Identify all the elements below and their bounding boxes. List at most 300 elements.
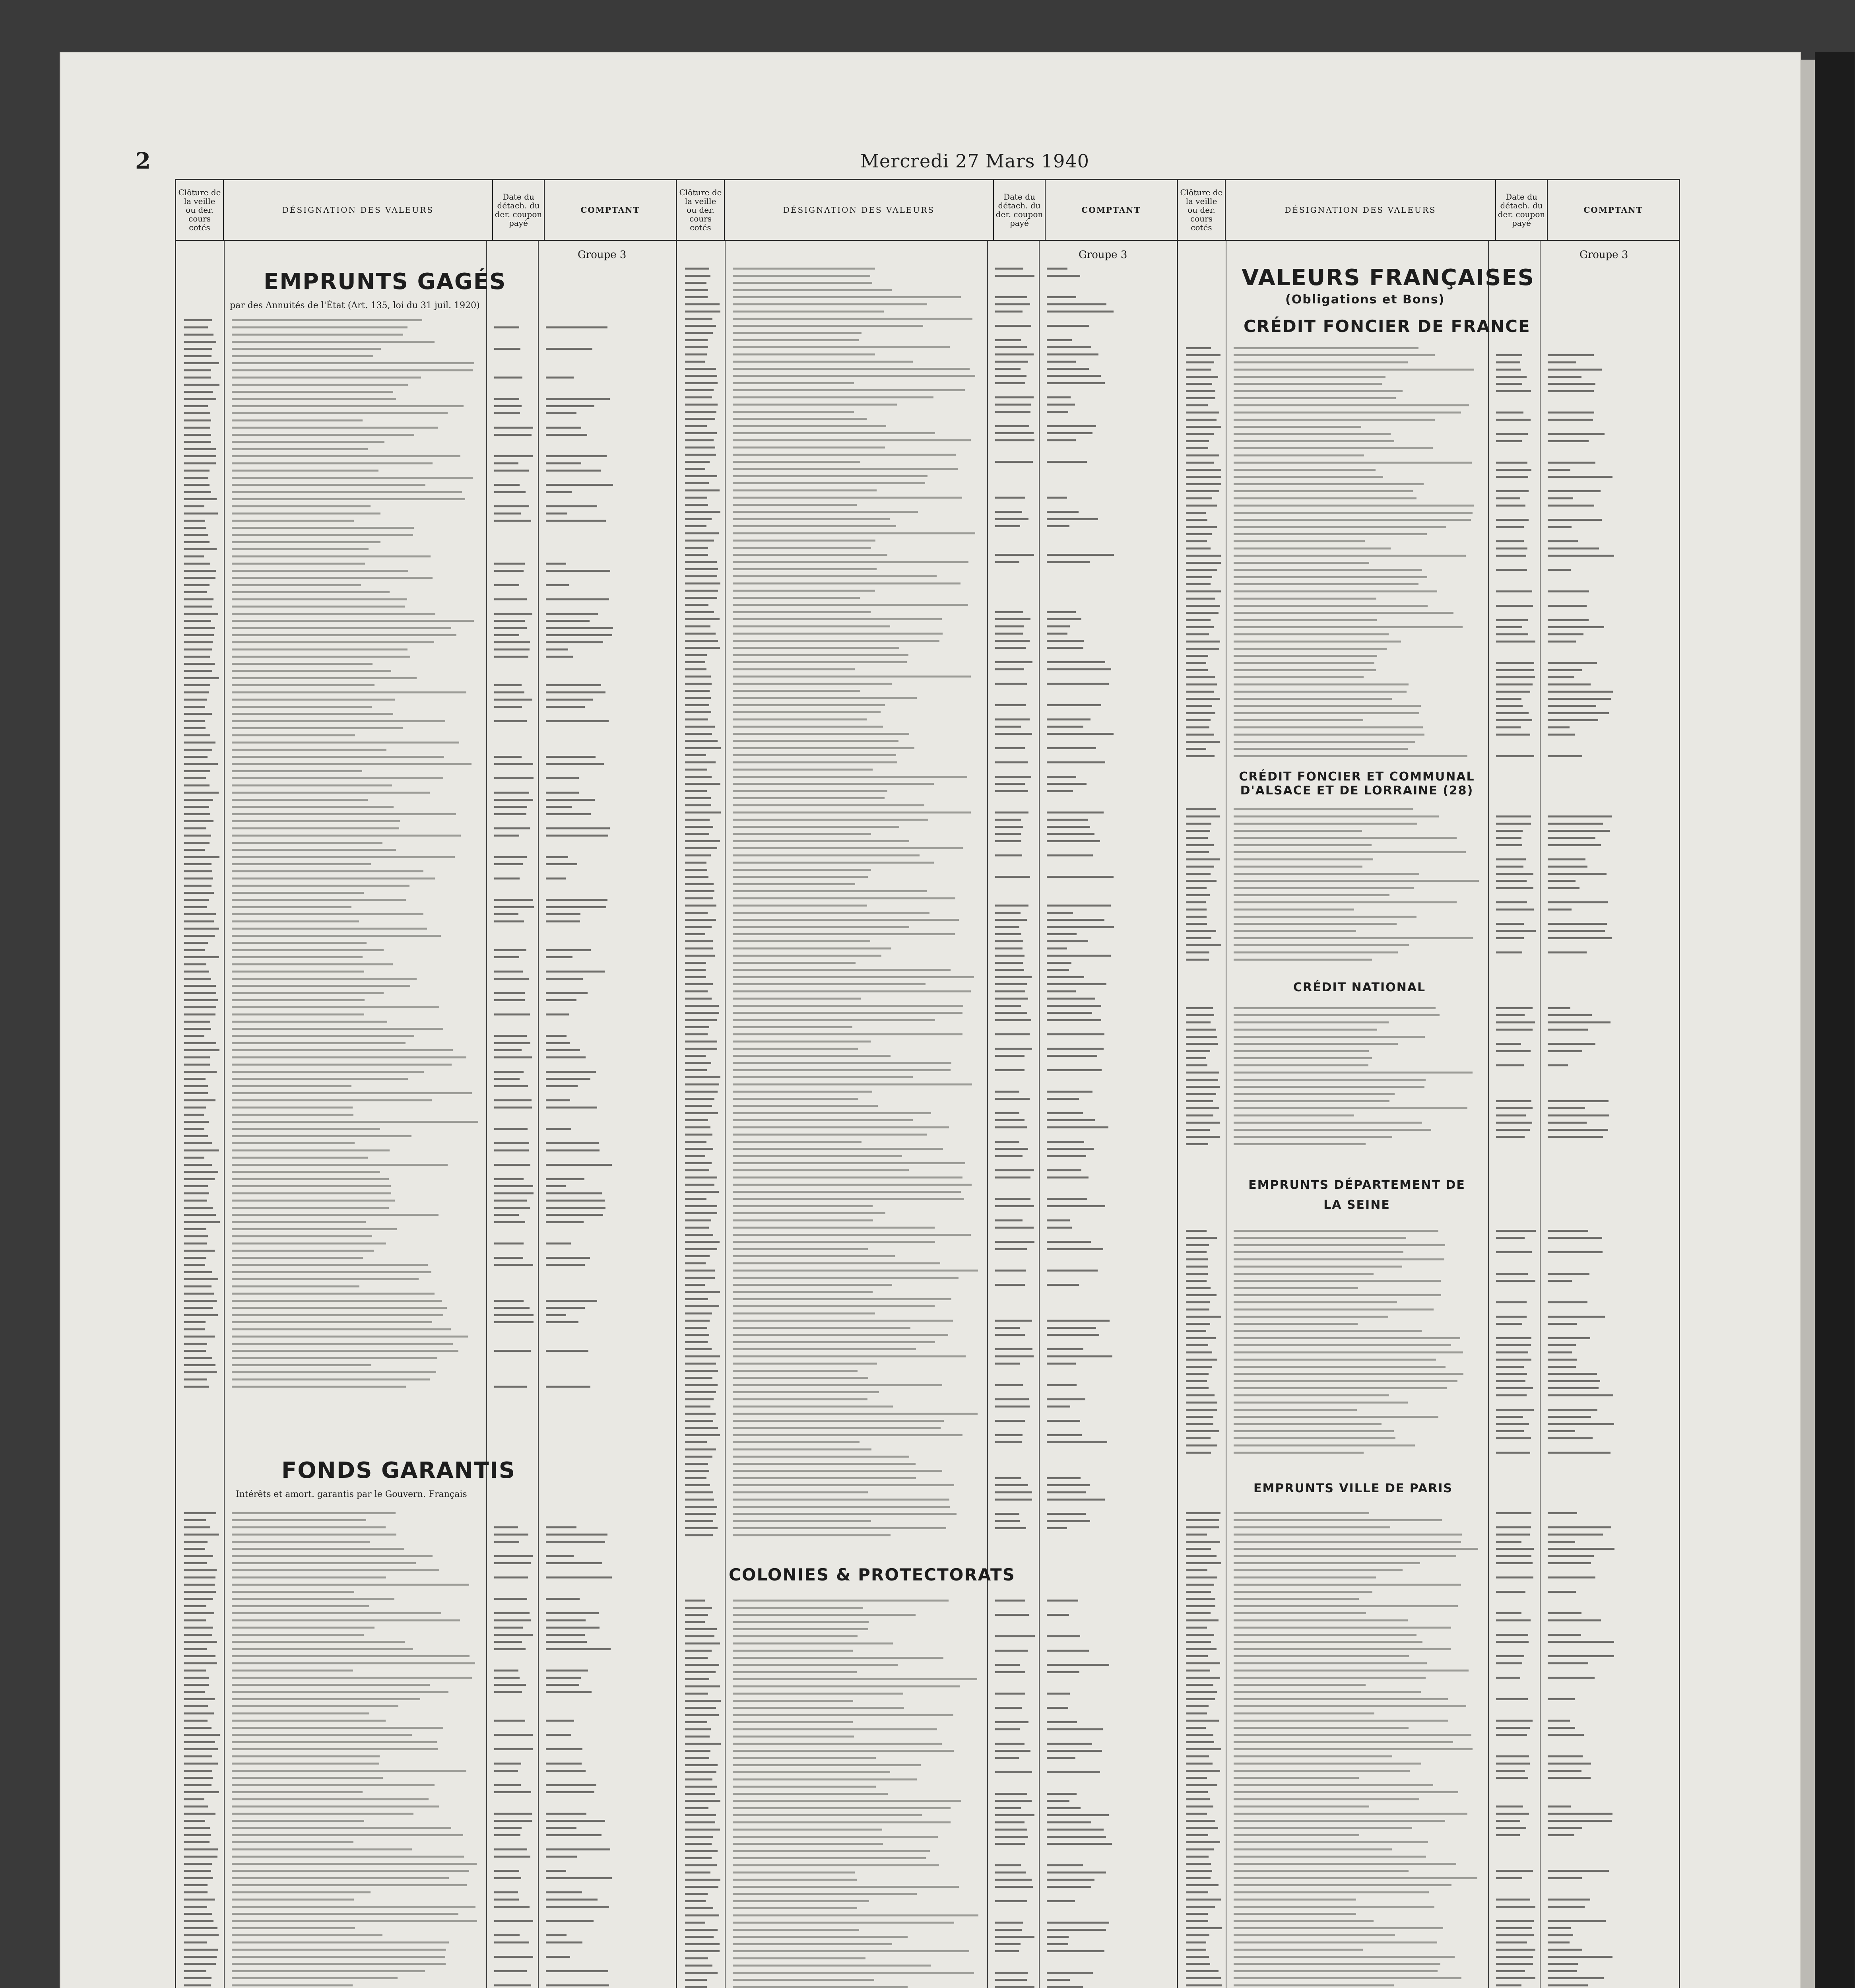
listing-row <box>677 794 1177 802</box>
listing-row <box>677 1747 1177 1754</box>
listing-row <box>176 653 676 660</box>
listing-row <box>1178 1731 1679 1738</box>
listing-row <box>176 1290 676 1297</box>
listing-row <box>1178 1054 1679 1062</box>
listing-row <box>677 730 1177 737</box>
listing-row <box>677 1224 1177 1231</box>
listing-row <box>677 1733 1177 1740</box>
listing-row <box>677 494 1177 501</box>
section-title: FONDS GARANTIS <box>281 1458 516 1483</box>
listing-row <box>1178 1853 1679 1860</box>
listing-row <box>677 1324 1177 1331</box>
listing-row <box>1178 645 1679 652</box>
listing-row <box>176 1082 676 1089</box>
listing-row <box>677 1804 1177 1811</box>
listing-row <box>677 1281 1177 1288</box>
listing-row <box>677 1833 1177 1840</box>
listing-row <box>1178 566 1679 573</box>
listing-row <box>1178 688 1679 695</box>
listing-row <box>677 480 1177 487</box>
listing-row <box>677 716 1177 723</box>
listing-row <box>677 1955 1177 1962</box>
listing-row <box>176 1326 676 1333</box>
listing-row <box>677 1152 1177 1159</box>
listing-row <box>176 1703 676 1710</box>
listing-row <box>176 1881 676 1889</box>
listing-row <box>1178 724 1679 731</box>
listing-row <box>176 1075 676 1082</box>
listing-row <box>1178 1227 1679 1234</box>
listing-row <box>677 501 1177 508</box>
listing-row <box>677 823 1177 830</box>
listing-row <box>677 1524 1177 1532</box>
listing-row <box>176 510 676 517</box>
listing-row <box>1178 1609 1679 1617</box>
listing-row <box>1178 1967 1679 1974</box>
listing-row <box>677 816 1177 823</box>
listing-row <box>1178 1652 1679 1660</box>
listing-row <box>677 329 1177 336</box>
listing-row <box>677 701 1177 709</box>
listing-row <box>1178 1392 1679 1399</box>
listing-row <box>1178 1399 1679 1406</box>
listing-row <box>1178 466 1679 473</box>
listing-row <box>1178 1917 1679 1924</box>
listing-row <box>176 324 676 331</box>
listing-row <box>677 1489 1177 1496</box>
listing-row <box>677 1604 1177 1611</box>
listing-row <box>1178 1449 1679 1456</box>
listing-row <box>1178 1831 1679 1839</box>
listing-row <box>1178 1320 1679 1327</box>
listing-row <box>677 394 1177 401</box>
listing-row <box>1178 1011 1679 1019</box>
listing-row <box>176 1652 676 1660</box>
listing-row <box>1178 437 1679 445</box>
listing-row <box>1178 1342 1679 1349</box>
listing-row <box>677 1467 1177 1474</box>
listing-row <box>176 789 676 796</box>
listing-row <box>176 982 676 989</box>
listing-row <box>677 1474 1177 1481</box>
listing-row <box>677 1947 1177 1955</box>
listing-row <box>176 1774 676 1781</box>
column-header <box>1178 180 1679 241</box>
listing-row <box>176 1168 676 1175</box>
listing-row <box>677 551 1177 558</box>
listing-row <box>677 916 1177 923</box>
listing-row <box>677 1331 1177 1338</box>
listing-row <box>176 1204 676 1211</box>
listing-row <box>677 358 1177 365</box>
listing-row <box>176 567 676 574</box>
listing-row <box>1178 1004 1679 1011</box>
listing-row <box>1178 1083 1679 1090</box>
listing-row <box>176 1595 676 1602</box>
listing-row <box>176 531 676 538</box>
listing-row <box>677 1260 1177 1267</box>
listing-row <box>176 1190 676 1197</box>
listing-row <box>176 1140 676 1147</box>
listing-row <box>1178 1384 1679 1392</box>
listing-row <box>176 1796 676 1803</box>
listing-row <box>176 932 676 939</box>
listing-row <box>677 344 1177 351</box>
listing-row <box>677 945 1177 952</box>
listing-row <box>677 1876 1177 1883</box>
listing-row <box>176 359 676 367</box>
listing-row <box>176 1831 676 1839</box>
listing-row <box>1178 1960 1679 1967</box>
listing-row <box>1178 820 1679 827</box>
listing-row <box>1178 1595 1679 1602</box>
listing-row <box>176 1824 676 1831</box>
listing-row <box>176 1896 676 1903</box>
listing-row <box>1178 1896 1679 1903</box>
listing-row <box>1178 545 1679 552</box>
listing-row <box>176 810 676 817</box>
listing-row <box>677 666 1177 673</box>
listing-row <box>677 301 1177 308</box>
listing-row <box>1178 1567 1679 1574</box>
listing-row <box>176 1311 676 1318</box>
listing-row <box>677 372 1177 379</box>
listing-row <box>677 1496 1177 1503</box>
listing-row <box>1178 1270 1679 1277</box>
listing-row <box>677 401 1177 408</box>
listing-row <box>1178 1982 1679 1988</box>
listing-row <box>677 1704 1177 1711</box>
listing-row <box>677 1890 1177 1897</box>
listing-row <box>1178 731 1679 738</box>
listing-row <box>677 1510 1177 1517</box>
listing-row <box>176 631 676 639</box>
listing-rows <box>1178 1004 1679 1147</box>
listing-row <box>677 515 1177 522</box>
listing-row <box>176 1318 676 1326</box>
listing-row <box>176 832 676 839</box>
listing-row <box>677 630 1177 637</box>
listing-row <box>677 1403 1177 1410</box>
listing-row <box>1178 573 1679 580</box>
listing-row <box>1178 1710 1679 1717</box>
listing-row <box>176 1781 676 1788</box>
listing-row <box>1178 1788 1679 1796</box>
section-title: EMPRUNTS DÉPARTEMENT DE LA SEINE <box>1248 1178 1465 1212</box>
listing-row <box>176 989 676 996</box>
listing-row <box>176 596 676 603</box>
listing-row <box>176 639 676 646</box>
listing-row <box>1178 1076 1679 1083</box>
listing-row <box>1178 1946 1679 1953</box>
listing-row <box>176 1960 676 1967</box>
listing-row <box>176 1724 676 1731</box>
listing-row <box>176 1803 676 1810</box>
listing-row <box>677 1661 1177 1668</box>
listing-row <box>176 338 676 345</box>
listing-row <box>677 1503 1177 1510</box>
listing-row <box>1178 1953 1679 1960</box>
listing-row <box>176 1932 676 1939</box>
listing-row <box>176 1839 676 1846</box>
listing-row <box>1178 1069 1679 1076</box>
listing-row <box>1178 1881 1679 1889</box>
listing-row <box>677 580 1177 587</box>
listing-row <box>677 1102 1177 1109</box>
listing-row <box>176 1211 676 1218</box>
listing-row <box>677 1174 1177 1181</box>
listing-row <box>176 946 676 953</box>
listing-row <box>1178 1717 1679 1724</box>
listing-row <box>176 1268 676 1276</box>
listing-row <box>1178 681 1679 688</box>
listing-row <box>176 481 676 488</box>
listing-row <box>176 503 676 510</box>
listing-row <box>176 717 676 724</box>
listing-row <box>1178 1356 1679 1363</box>
listing-row <box>1178 1427 1679 1435</box>
listing-row <box>1178 1767 1679 1774</box>
groupe-label: Groupe 3 <box>1579 249 1628 261</box>
listing-row <box>1178 1638 1679 1645</box>
listing-row <box>677 1776 1177 1783</box>
listing-row <box>677 522 1177 530</box>
listing-row <box>1178 1645 1679 1652</box>
listing-row <box>1178 1796 1679 1803</box>
listing-row <box>677 644 1177 651</box>
listing-row <box>1178 738 1679 745</box>
listing-row <box>176 996 676 1004</box>
listing-row <box>677 1360 1177 1367</box>
listing-row <box>677 1718 1177 1726</box>
listing-row <box>677 802 1177 809</box>
listing-row <box>677 1826 1177 1833</box>
listing-row <box>176 703 676 710</box>
listing-row <box>176 667 676 674</box>
listing-row <box>176 1361 676 1369</box>
listing-row <box>176 939 676 946</box>
header-cloture: Clôture de la veille ou der. cours cotés <box>677 180 725 240</box>
listing-row <box>1178 1524 1679 1531</box>
listing-row <box>677 1202 1177 1209</box>
listing-row <box>176 417 676 424</box>
listing-row <box>677 1926 1177 1933</box>
listing-row <box>176 746 676 753</box>
listing-row <box>677 1159 1177 1167</box>
listing-row <box>1178 752 1679 759</box>
listing-row <box>176 1545 676 1552</box>
section-title: COLONIES & PROTECTORATS <box>729 1565 1015 1584</box>
listing-row <box>677 830 1177 837</box>
listing-row <box>176 445 676 452</box>
listing-row <box>1178 1803 1679 1810</box>
listing-row <box>1178 1277 1679 1284</box>
listing-row <box>677 1431 1177 1439</box>
header-designation: DÉSIGNATION DES VALEURS <box>1226 180 1496 240</box>
listing-row <box>1178 631 1679 638</box>
listing-row <box>1178 552 1679 559</box>
listing-row <box>677 1381 1177 1388</box>
listing-row <box>677 1310 1177 1317</box>
listing-row <box>677 1295 1177 1303</box>
listing-row <box>677 1726 1177 1733</box>
listing-row <box>677 1754 1177 1761</box>
listing-row <box>176 674 676 681</box>
listing-row <box>176 1660 676 1667</box>
listing-row <box>1178 1688 1679 1695</box>
listing-row <box>677 1439 1177 1446</box>
listing-row <box>1178 709 1679 716</box>
listing-row <box>677 1353 1177 1360</box>
listing-row <box>1178 848 1679 856</box>
listing-row <box>176 817 676 825</box>
listing-row <box>677 880 1177 887</box>
listing-row <box>176 710 676 717</box>
listing-row <box>1178 1263 1679 1270</box>
listing-row <box>176 1817 676 1824</box>
listing-row <box>677 1668 1177 1675</box>
listing-row <box>1178 1538 1679 1545</box>
section-subtitle: (Obligations et Bons) <box>1285 293 1445 307</box>
listing-row <box>176 488 676 495</box>
listing-row <box>176 1581 676 1588</box>
listing-row <box>1178 716 1679 724</box>
listing-row <box>176 467 676 474</box>
listing-row <box>176 1974 676 1982</box>
listing-row <box>1178 1588 1679 1595</box>
listing-row <box>176 367 676 374</box>
listing-row <box>176 1247 676 1254</box>
listing-row <box>176 1624 676 1631</box>
listing-row <box>1178 344 1679 351</box>
listing-rows <box>176 316 676 1390</box>
listing-row <box>1178 1406 1679 1413</box>
listing-row <box>1178 913 1679 920</box>
listing-row <box>677 1417 1177 1424</box>
listing-row <box>1178 1817 1679 1824</box>
listing-row <box>677 615 1177 623</box>
listing-row <box>1178 863 1679 870</box>
listing-row <box>176 424 676 431</box>
listing-row <box>1178 1299 1679 1306</box>
listing-row <box>677 1002 1177 1009</box>
listing-row <box>1178 1516 1679 1524</box>
listing-row <box>176 1588 676 1595</box>
listing-row <box>176 1674 676 1681</box>
listing-row <box>1178 870 1679 877</box>
listing-row <box>1178 459 1679 466</box>
listing-row <box>1178 1126 1679 1133</box>
listing-row <box>176 1953 676 1960</box>
listing-row <box>677 1059 1177 1066</box>
listing-row <box>677 1410 1177 1417</box>
binder-shadow <box>1815 52 1855 1988</box>
listing-row <box>1178 595 1679 602</box>
listing-row <box>176 1089 676 1097</box>
header-comptant: COMPTANT <box>1583 205 1643 215</box>
listing-row <box>176 889 676 896</box>
listing-row <box>677 322 1177 329</box>
listing-row <box>677 873 1177 880</box>
listing-row <box>677 265 1177 272</box>
section-title: VALEURS FRANÇAISES <box>1242 265 1535 291</box>
listing-row <box>1178 1581 1679 1588</box>
listing-row <box>677 766 1177 773</box>
header-designation: DÉSIGNATION DES VALEURS <box>224 180 493 240</box>
column-header <box>176 180 676 241</box>
listing-row <box>1178 659 1679 666</box>
listing-row <box>1178 1133 1679 1140</box>
listing-row <box>176 1982 676 1988</box>
listing-row <box>677 1066 1177 1074</box>
listing-row <box>176 538 676 546</box>
listing-row <box>176 1068 676 1075</box>
listing-row <box>677 1905 1177 1912</box>
listing-row <box>176 760 676 767</box>
listing-row <box>1178 638 1679 645</box>
listing-row <box>176 1197 676 1204</box>
listing-row <box>677 1611 1177 1618</box>
listing-row <box>677 737 1177 744</box>
stock-table <box>175 179 1680 1988</box>
listing-row <box>176 1354 676 1361</box>
listing-row <box>677 437 1177 444</box>
listing-row <box>176 775 676 782</box>
listing-row <box>176 1383 676 1390</box>
listing-row <box>1178 1291 1679 1299</box>
listing-row <box>176 1011 676 1018</box>
listing-row <box>176 1695 676 1703</box>
listing-row <box>1178 856 1679 863</box>
listing-row <box>176 1617 676 1624</box>
listing-row <box>176 689 676 696</box>
listing-row <box>1178 1349 1679 1356</box>
listing-row <box>1178 387 1679 394</box>
listing-row <box>677 1683 1177 1690</box>
listing-row <box>176 739 676 746</box>
listing-row <box>176 782 676 789</box>
listing-row <box>176 1538 676 1545</box>
listing-row <box>1178 559 1679 566</box>
listing-row <box>176 1061 676 1068</box>
listing-row <box>677 1769 1177 1776</box>
listing-row <box>1178 1435 1679 1442</box>
listing-row <box>176 553 676 560</box>
listing-row <box>1178 841 1679 848</box>
listing-row <box>677 1009 1177 1016</box>
listing-row <box>176 1903 676 1910</box>
listing-row <box>677 773 1177 780</box>
listing-row <box>677 1912 1177 1919</box>
listing-row <box>1178 884 1679 891</box>
listing-row <box>677 537 1177 544</box>
listing-row <box>677 587 1177 594</box>
listing-row <box>677 973 1177 980</box>
listing-row <box>176 1853 676 1860</box>
listing-row <box>677 751 1177 759</box>
listing-row <box>176 1753 676 1760</box>
listing-row <box>1178 495 1679 502</box>
listing-row <box>1178 516 1679 523</box>
listing-row <box>176 796 676 803</box>
listing-row <box>677 1081 1177 1088</box>
listing-row <box>1178 1810 1679 1817</box>
listing-row <box>1178 1531 1679 1538</box>
listing-row <box>677 1317 1177 1324</box>
listing-row <box>677 429 1177 437</box>
listing-row <box>1178 1874 1679 1881</box>
listing-row <box>1178 877 1679 884</box>
